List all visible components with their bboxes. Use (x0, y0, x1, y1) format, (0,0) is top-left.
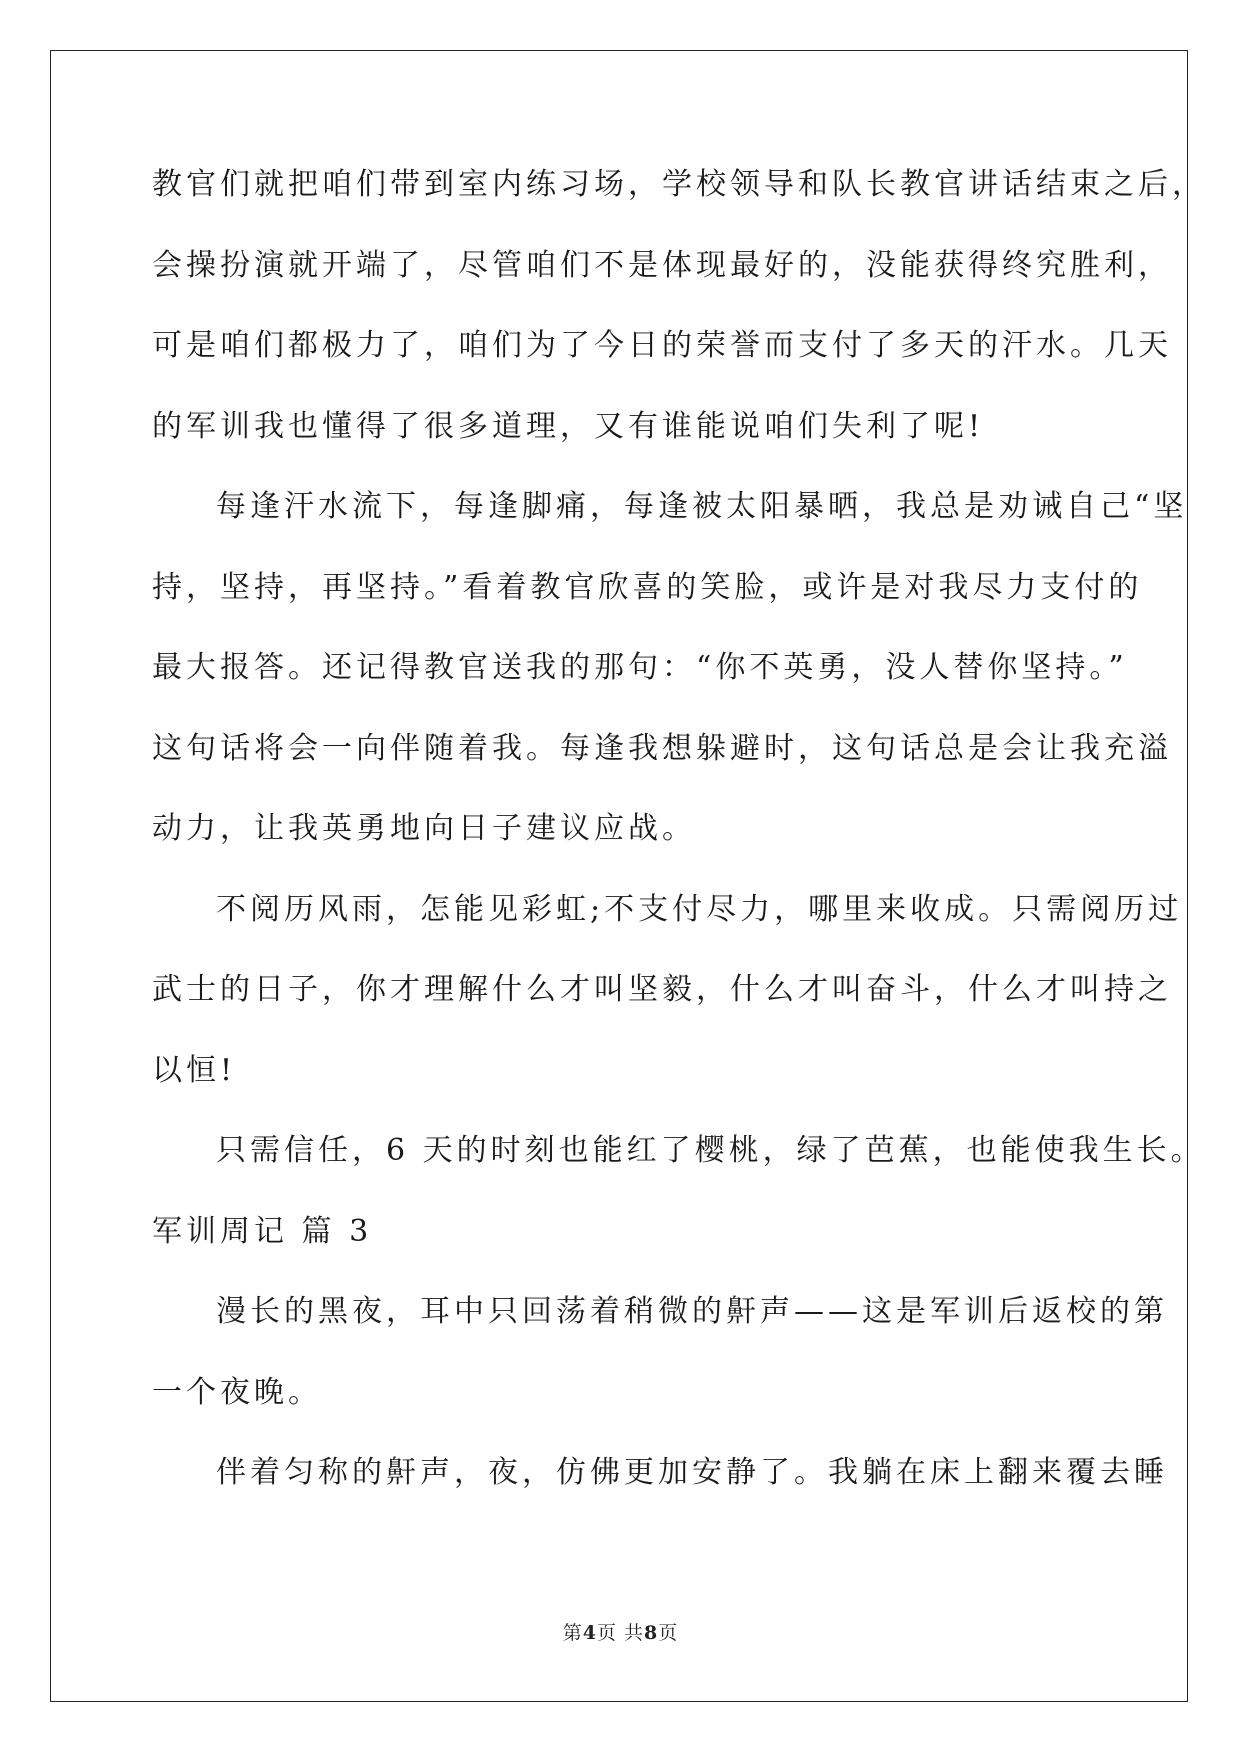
text-line: 一个夜晚。 (152, 1374, 322, 1410)
footer-total-pages: 8 (644, 1622, 659, 1644)
footer-page-number: 4 (582, 1622, 597, 1644)
text-line: 以恒! (152, 1052, 237, 1088)
text-line: 会操扮演就开端了，尽管咱们不是体现最好的，没能获得终究胜利， (152, 247, 1172, 283)
footer-mid: 页 共 (596, 1622, 645, 1644)
text-line: 这句话将会一向伴随着我。每逢我想躲避时，这句话总是会让我充溢 (152, 730, 1172, 766)
text-line: 持，坚持，再坚持。”看着教官欣喜的笑脸，或许是对我尽力支付的 (152, 569, 1143, 605)
text-line: 漫长的黑夜，耳中只回荡着稍微的鼾声——这是军训后返校的第 (216, 1294, 1168, 1329)
text-line: 不阅历风雨，怎能见彩虹;不支付尽力，哪里来收成。只需阅历过 (216, 891, 1183, 927)
text-line: 每逢汗水流下，每逢脚痛，每逢被太阳暴晒，我总是劝诫自己“坚 (216, 489, 1188, 524)
text-line: 的军训我也懂得了很多道理，又有谁能说咱们失利了呢! (152, 408, 985, 444)
text-line: 可是咱们都极力了，咱们为了今日的荣誉而支付了多天的汗水。几天 (152, 328, 1172, 363)
text-line: 武士的日子，你才理解什么才叫坚毅，什么才叫奋斗，什么才叫持之 (152, 972, 1172, 1007)
text-line: 伴着匀称的鼾声，夜，仿佛更加安静了。我躺在床上翻来覆去睡 (216, 1455, 1168, 1490)
footer-prefix: 第 (562, 1622, 583, 1644)
text-line: 教官们就把咱们带到室内练习场，学校领导和队长教官讲话结束之后， (152, 167, 1206, 202)
document-body (152, 160, 1206, 1529)
text-line: 只需信任，6 天的时刻也能红了樱桃，绿了芭蕉，也能使我生长。 (216, 1133, 1205, 1168)
text-line: 最大报答。还记得教官送我的那句：“你不英勇，没人替你坚持。” (152, 650, 1128, 685)
footer-suffix: 页 (658, 1622, 679, 1644)
text-line: 军训周记 篇 3 (152, 1213, 373, 1249)
page-footer (0, 1618, 1241, 1645)
text-line: 动力，让我英勇地向日子建议应战。 (152, 811, 696, 846)
